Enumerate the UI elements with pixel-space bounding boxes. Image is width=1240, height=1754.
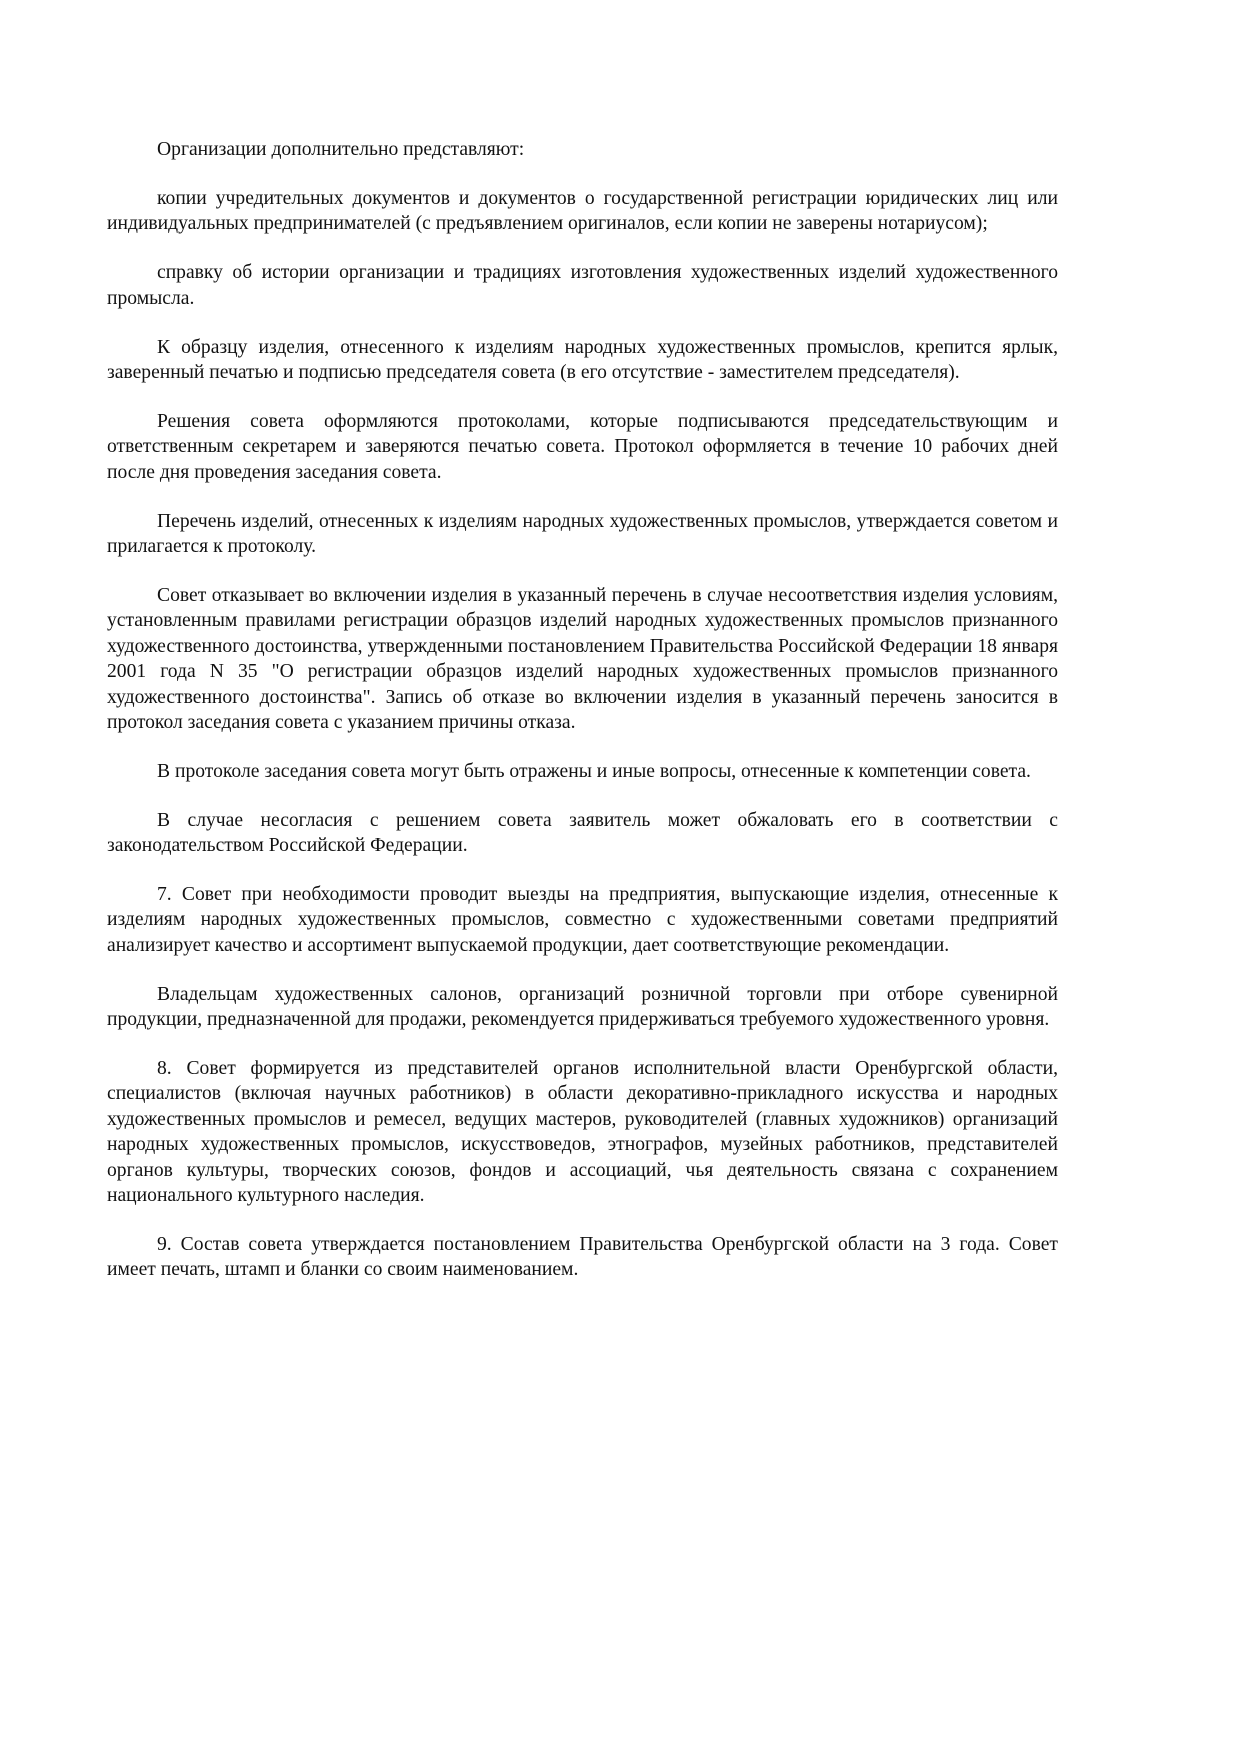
paragraph: В протоколе заседания совета могут быть отражены и иные вопросы, отнесенные к компетенции совета. — [157, 760, 1031, 782]
paragraph: 7. Совет при необходимости проводит выезды на предприятия, выпускающие изделия, отнесенные к изделиям народных художественных промыслов, совместно с художественными советами предприятий анализирует качество и ассортимент выпускаемой продукции, дает соответствующие рекомендации. — [107, 884, 1058, 956]
paragraph: Решения совета оформляются протоколами, которые подписываются председательствующим и ответственным секретарем и заверяются печатью совета. Протокол оформляется в течение 10 рабочих дней после дня проведения заседания совета. — [107, 410, 1058, 483]
paragraph: 8. Совет формируется из представителей органов исполнительной власти Оренбургской области, специалистов (включая научных работников) в области декоративно-прикладного искусства и народных художественных промыслов и ремесел, ведущих мастеров, руководителей (главных художников) организаций народных художественных промыслов, искусствоведов, этнографов, музейных работников, представителей органов культуры, творческих союзов, фондов и ассоциаций, чья деятельность связана с сохранением национального культурного наследия. — [107, 1058, 1058, 1207]
paragraph: Перечень изделий, отнесенных к изделиям народных художественных промыслов, утверждается советом и прилагается к протоколу. — [107, 510, 1058, 557]
paragraph: К образцу изделия, отнесенного к изделиям народных художественных промыслов, крепится ярлык, заверенный печатью и подписью председателя совета (в его отсутствие - заместителем председателя). — [107, 336, 1058, 383]
paragraph: 9. Состав совета утверждается постановлением Правительства Оренбургской области на 3 года. Совет имеет печать, штамп и бланки со своим наименованием. — [107, 1234, 1058, 1281]
paragraph: Организации дополнительно представляют: — [157, 139, 525, 160]
paragraph: Совет отказывает во включении изделия в указанный перечень в случае несоответствия изделия условиям, установленным правилами регистрации образцов изделий народных художественных промыслов признанного художественного достоинства, утвержденными постановлением Правительства Российской Федерации 18 января 2001 года N 35 "О регистрации образцов изделий народных художественных промыслов признанного художественного достоинства". Запись об отказе во включении изделия в указанный перечень заносится в протокол заседания совета с указанием причины отказа. — [107, 584, 1058, 733]
paragraph: справку об истории организации и традициях изготовления художественных изделий художественного промысла. — [107, 262, 1058, 309]
paragraph: В случае несогласия с решением совета заявитель может обжаловать его в соответствии с законодательством Российской Федерации. — [107, 809, 1058, 857]
paragraph: Владельцам художественных салонов, организаций розничной торговли при отборе сувенирной продукции, предназначенной для продажи, рекомендуется придерживаться требуемого художественного уровня. — [107, 983, 1058, 1031]
document-page — [107, 137, 1058, 1306]
paragraph: копии учредительных документов и документов о государственной регистрации юридических лиц или индивидуальных предпринимателей (с предъявлением оригиналов, если копии не заверены нотариусом); — [107, 187, 1058, 235]
